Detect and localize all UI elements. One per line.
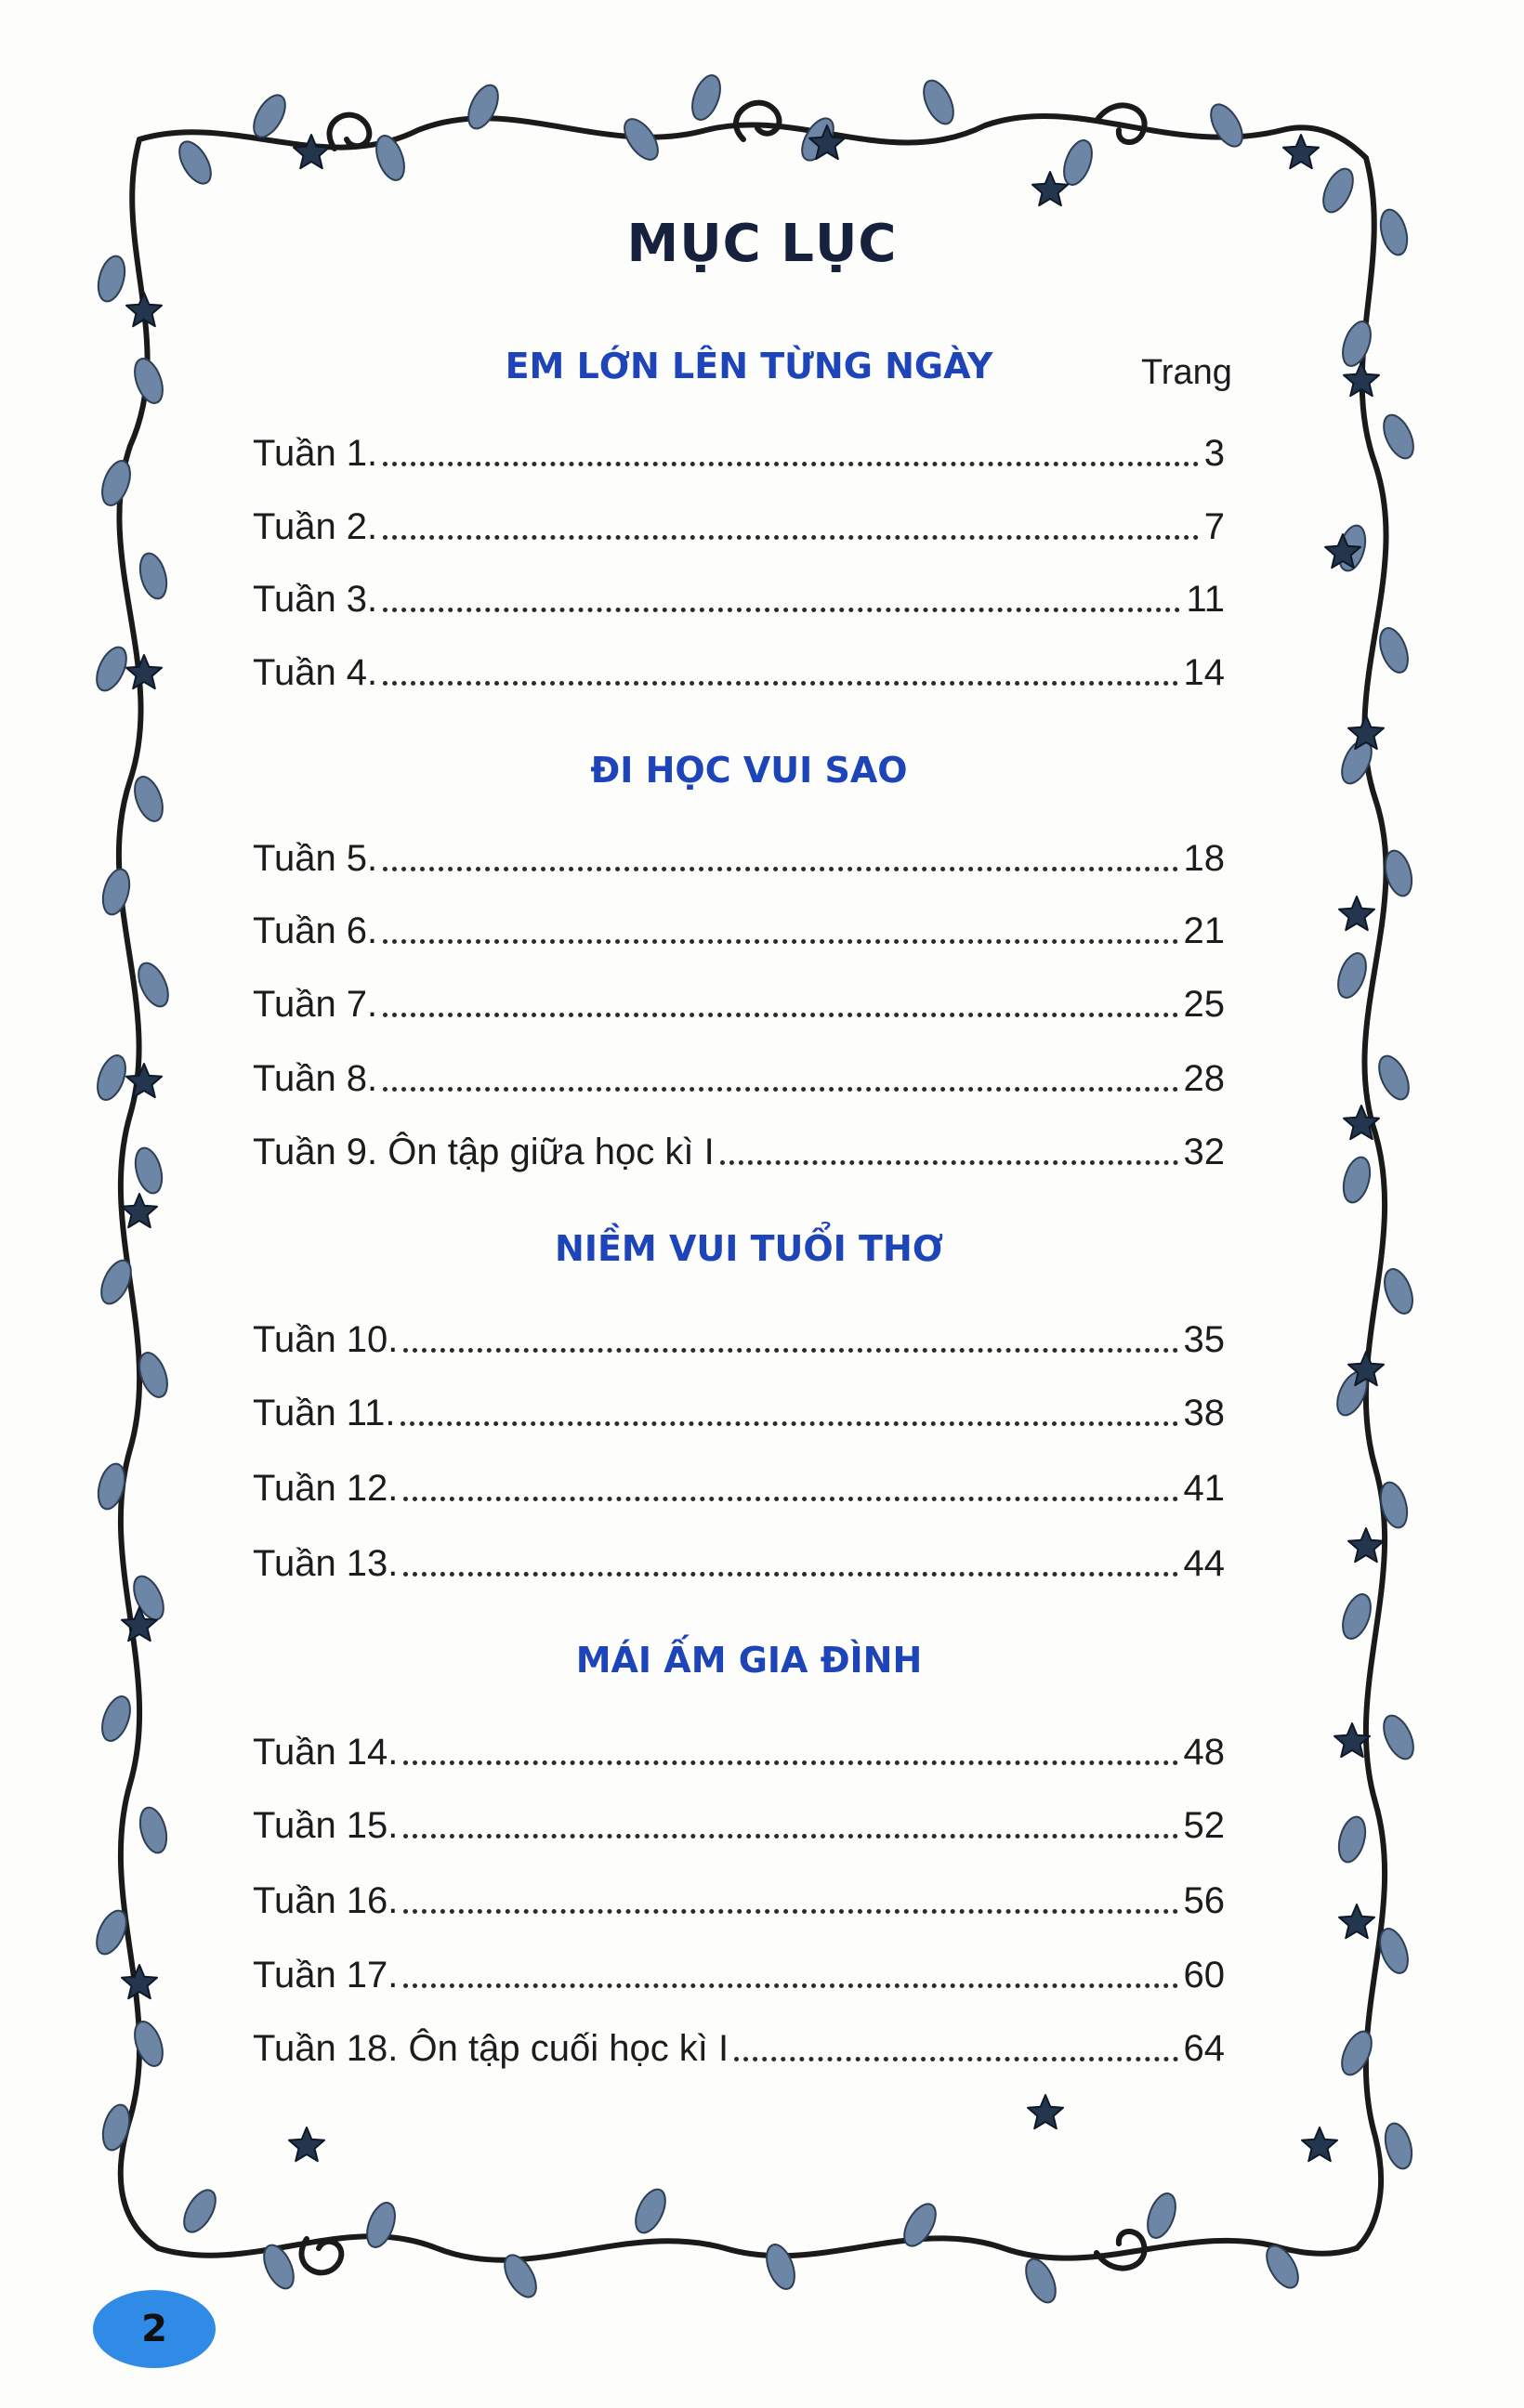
leaf-icon: [371, 132, 410, 184]
dot-leader: [383, 867, 1177, 871]
leaf-icon: [1336, 2027, 1378, 2079]
star-icon: [122, 1965, 157, 1998]
toc-entry[interactable]: [253, 1788, 1225, 1844]
entry-label: Tuần 17.: [253, 1955, 399, 1996]
entry-label: Tuần 5.: [253, 838, 378, 879]
leaf-icon: [1339, 1154, 1374, 1205]
toc-entry[interactable]: [253, 490, 1225, 545]
star-icon: [122, 1194, 157, 1227]
entry-page: 35: [1183, 1319, 1225, 1360]
entry-label: Tuần 4.: [253, 652, 378, 693]
entry-label: Tuần 1.: [253, 433, 378, 474]
leaf-icon: [128, 1572, 170, 1624]
leaf-icon: [173, 137, 217, 189]
dot-leader: [403, 1497, 1177, 1501]
section-title: EM LỚN LÊN TỪNG NGÀY: [505, 346, 993, 386]
entry-label: Tuần 9. Ôn tập giữa học kì I: [253, 1132, 715, 1172]
leaf-icon: [1378, 411, 1420, 463]
entry-page: 64: [1183, 2028, 1225, 2069]
leaf-icon: [1318, 164, 1360, 216]
entry-page: 14: [1183, 652, 1225, 693]
dot-leader: [734, 2057, 1177, 2061]
section-title: ĐI HỌC VUI SAO: [590, 750, 908, 791]
page-column-label: Trang: [1141, 353, 1232, 392]
dot-leader: [383, 681, 1177, 686]
entry-page: 28: [1183, 1058, 1225, 1099]
star-icon: [1302, 2127, 1337, 2161]
leaf-icon: [247, 90, 292, 142]
dot-leader: [403, 1983, 1177, 1988]
section-title: NIỀM VUI TUỔI THƠ: [555, 1228, 943, 1269]
leaf-icon: [687, 72, 726, 124]
leaf-icon: [1373, 1052, 1415, 1104]
leaf-icon: [131, 1145, 166, 1196]
toc-entry[interactable]: [253, 635, 1225, 691]
entry-label: Tuần 13.: [253, 1543, 399, 1584]
entry-page: 21: [1183, 910, 1225, 951]
leaf-icon: [1020, 2255, 1062, 2307]
dot-leader: [383, 1013, 1177, 1017]
toc-entry[interactable]: [253, 1115, 1225, 1171]
toc-entry[interactable]: [253, 1715, 1225, 1771]
entry-label: Tuần 16.: [253, 1880, 399, 1921]
dot-leader: [403, 1572, 1177, 1577]
toc-entry[interactable]: [253, 416, 1225, 472]
page-title: MỤC LỤC: [626, 214, 898, 274]
page-number-badge: 2: [93, 2290, 216, 2368]
leaf-icon: [129, 2018, 168, 2070]
toc-entry[interactable]: [253, 1302, 1225, 1358]
leaf-icon: [1260, 2241, 1305, 2293]
entry-page: 52: [1183, 1805, 1225, 1846]
entry-page: 32: [1183, 1132, 1225, 1172]
leaf-icon: [1381, 2120, 1416, 2171]
entry-label: Tuần 6.: [253, 910, 378, 951]
entry-label: Tuần 7.: [253, 984, 378, 1025]
toc-entry[interactable]: [253, 1526, 1225, 1582]
entry-label: Tuần 12.: [253, 1468, 399, 1509]
star-icon: [289, 2127, 324, 2161]
star-icon: [1283, 135, 1319, 168]
toc-entry[interactable]: [253, 562, 1225, 618]
leaf-icon: [177, 2185, 222, 2237]
dot-leader: [383, 535, 1199, 540]
dot-leader: [403, 1834, 1177, 1839]
entry-label: Tuần 18. Ôn tập cuối học kì I: [253, 2028, 729, 2069]
entry-page: 25: [1183, 984, 1225, 1025]
toc-entry[interactable]: [253, 967, 1225, 1023]
leaf-icon: [1333, 949, 1372, 1001]
entry-page: 56: [1183, 1880, 1225, 1921]
entry-label: Tuần 15.: [253, 1805, 399, 1846]
entry-page: 48: [1183, 1732, 1225, 1773]
leaf-icon: [761, 2241, 800, 2293]
entry-page: 7: [1203, 506, 1225, 547]
leaf-icon: [91, 643, 133, 695]
toc-entry[interactable]: [253, 894, 1225, 949]
entry-label: Tuần 14.: [253, 1732, 399, 1773]
leaf-icon: [136, 550, 171, 601]
leaf-icon: [1374, 624, 1413, 676]
dot-leader: [403, 1348, 1177, 1353]
toc-entry[interactable]: [253, 1376, 1225, 1432]
leaf-icon: [97, 1693, 136, 1745]
entry-label: Tuần 11.: [253, 1393, 396, 1433]
leaf-icon: [1204, 99, 1249, 151]
star-icon: [1028, 2095, 1063, 2128]
entry-label: Tuần 10.: [253, 1319, 399, 1360]
toc-entry[interactable]: [253, 2011, 1225, 2067]
dot-leader: [383, 1087, 1177, 1092]
leaf-icon: [1334, 1813, 1370, 1865]
dot-leader: [383, 939, 1177, 944]
leaf-icon: [1337, 1590, 1376, 1642]
leaf-icon: [361, 2199, 401, 2251]
dot-leader: [720, 1160, 1178, 1165]
star-icon: [126, 1064, 162, 1097]
leaf-icon: [1379, 1265, 1418, 1317]
leaf-icon: [630, 2185, 672, 2237]
toc-entry[interactable]: [253, 1451, 1225, 1507]
star-icon: [1032, 172, 1068, 205]
entry-page: 3: [1203, 433, 1225, 474]
toc-entry[interactable]: [253, 1938, 1225, 1994]
toc-entry[interactable]: [253, 1864, 1225, 1919]
toc-entry[interactable]: [253, 821, 1225, 877]
entry-page: 41: [1183, 1468, 1225, 1509]
toc-entry[interactable]: [253, 1041, 1225, 1097]
star-icon: [1348, 1528, 1384, 1562]
leaf-icon: [99, 866, 134, 917]
leaf-icon: [1378, 1711, 1420, 1763]
leaf-icon: [1142, 2190, 1181, 2242]
dot-leader: [403, 1909, 1177, 1914]
entry-label: Tuần 3.: [253, 579, 378, 620]
leaf-icon: [918, 76, 960, 128]
entry-page: 38: [1183, 1393, 1225, 1433]
entry-page: 18: [1183, 838, 1225, 879]
entry-label: Tuần 8.: [253, 1058, 378, 1099]
leaf-icon: [97, 457, 136, 509]
leaf-icon: [1058, 137, 1097, 189]
dot-leader: [383, 608, 1180, 612]
star-icon: [1339, 896, 1374, 930]
entry-page: 44: [1183, 1543, 1225, 1584]
star-icon: [126, 655, 162, 688]
dot-leader: [403, 1760, 1177, 1765]
leaf-icon: [92, 1052, 131, 1104]
dot-leader: [401, 1421, 1177, 1426]
entry-page: 11: [1186, 579, 1225, 620]
entry-page: 60: [1183, 1955, 1225, 1996]
leaf-icon: [463, 81, 505, 133]
leaf-icon: [99, 2101, 134, 2153]
leaf-icon: [136, 1804, 171, 1855]
entry-label: Tuần 2.: [253, 506, 378, 547]
dot-leader: [383, 462, 1199, 466]
section-title: MÁI ẤM GIA ĐÌNH: [575, 1640, 923, 1681]
star-icon: [1339, 1904, 1374, 1938]
star-icon: [294, 135, 329, 168]
